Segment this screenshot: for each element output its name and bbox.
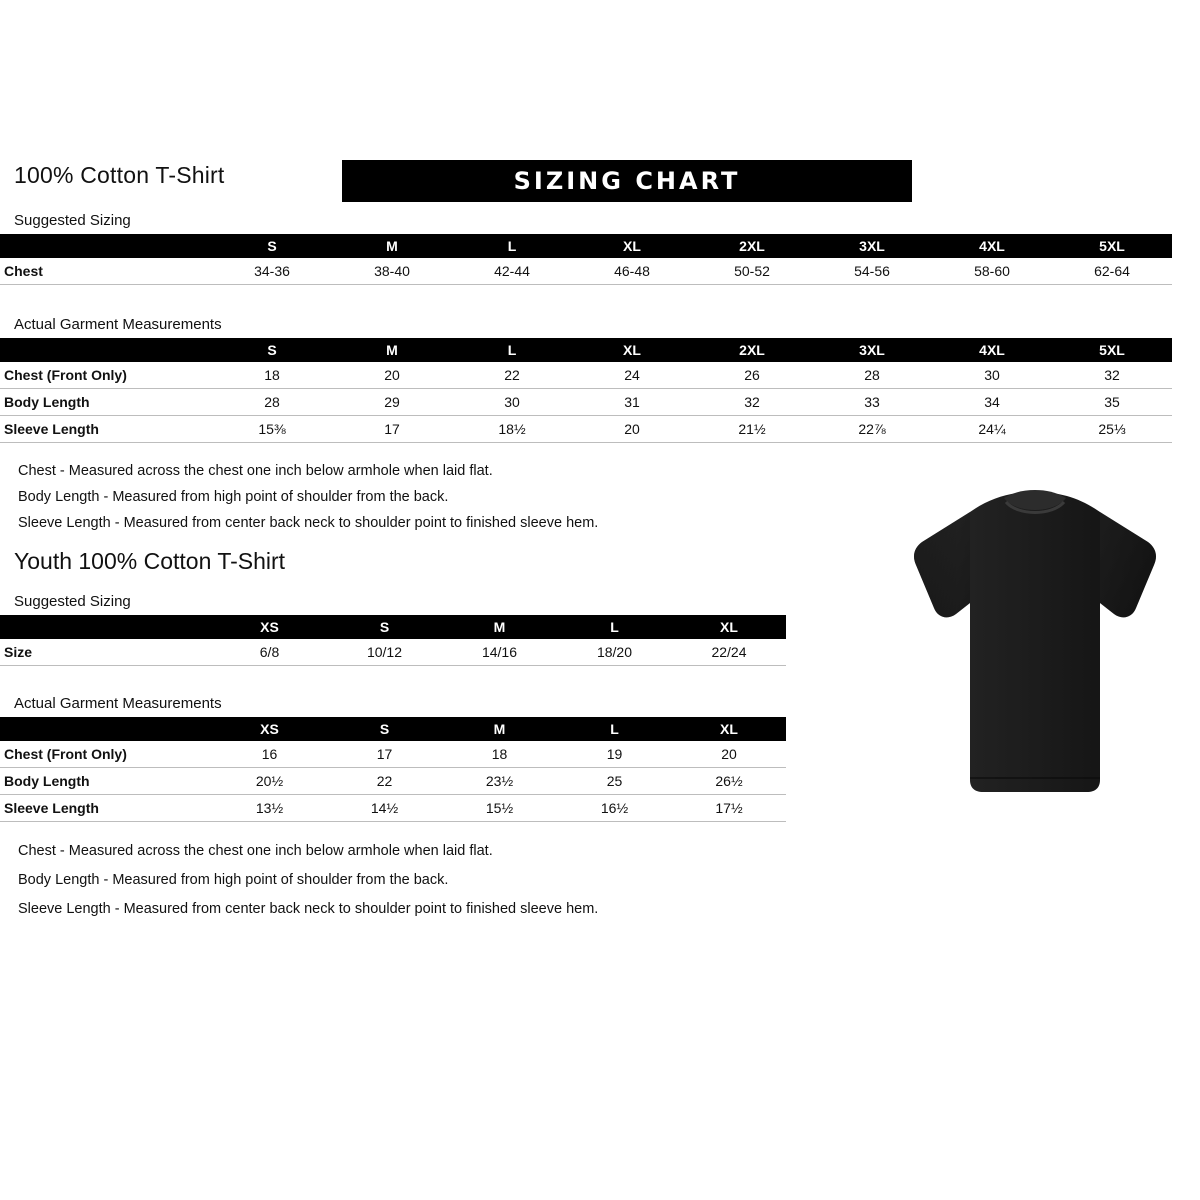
youth-note-body-length: Body Length - Measured from high point of shoulder from the back. bbox=[18, 872, 449, 888]
col-header-rowlabel bbox=[0, 338, 212, 362]
cell-chest-m: 38-40 bbox=[332, 258, 452, 285]
row-label-chest-front-only: Chest (Front Only) bbox=[0, 741, 212, 768]
col-header-2xl: 2XL bbox=[739, 238, 765, 254]
col-header-m: M bbox=[493, 721, 506, 737]
table-row bbox=[0, 258, 1172, 285]
col-header-xl: XL bbox=[720, 721, 738, 737]
table-header-row bbox=[0, 615, 786, 639]
cell-chest-5xl: 62-64 bbox=[1052, 258, 1172, 285]
cell-sleevelength-m: 17 bbox=[332, 416, 452, 443]
cell-bodylength-m: 29 bbox=[332, 389, 452, 416]
cell-bodylength-l: 30 bbox=[452, 389, 572, 416]
sizing-chart-banner bbox=[342, 160, 912, 202]
col-header-l: L bbox=[610, 721, 619, 737]
youth-suggested-sizing-table bbox=[0, 615, 786, 666]
cell-sleevelength-3xl: 22⅞ bbox=[812, 416, 932, 443]
col-header-xs: XS bbox=[260, 619, 279, 635]
table-row bbox=[0, 741, 786, 768]
cell-bodylength-l: 25 bbox=[557, 768, 672, 795]
cell-bodylength-4xl: 34 bbox=[932, 389, 1052, 416]
cell-bodylength-xl: 31 bbox=[572, 389, 692, 416]
col-header-5xl: 5XL bbox=[1099, 238, 1125, 254]
cell-chest-3xl: 54-56 bbox=[812, 258, 932, 285]
cell-bodylength-xl: 26½ bbox=[672, 768, 786, 795]
cell-size-xs: 6/8 bbox=[212, 639, 327, 666]
cell-chestfront-s: 18 bbox=[212, 362, 332, 389]
adult-suggested-sizing-table bbox=[0, 234, 1172, 285]
table-row bbox=[0, 639, 786, 666]
cell-sleevelength-4xl: 24¼ bbox=[932, 416, 1052, 443]
cell-sleevelength-5xl: 25⅓ bbox=[1052, 416, 1172, 443]
table-row bbox=[0, 795, 786, 822]
col-header-4xl: 4XL bbox=[979, 238, 1005, 254]
col-header-xs: XS bbox=[260, 721, 279, 737]
cell-bodylength-m: 23½ bbox=[442, 768, 557, 795]
col-header-xl: XL bbox=[623, 342, 641, 358]
cell-chestfront-m: 18 bbox=[442, 741, 557, 768]
youth-note-sleeve-length: Sleeve Length - Measured from center back neck to shoulder point to finished sleeve hem. bbox=[18, 901, 599, 917]
row-label-body-length: Body Length bbox=[0, 389, 212, 416]
col-header-xl: XL bbox=[720, 619, 738, 635]
col-header-m: M bbox=[493, 619, 506, 635]
cell-sleevelength-l: 18½ bbox=[452, 416, 572, 443]
col-header-l: L bbox=[507, 238, 517, 254]
col-header-3xl: 3XL bbox=[859, 342, 885, 358]
cell-size-l: 18/20 bbox=[557, 639, 672, 666]
youth-actual-measurements-label: Actual Garment Measurements bbox=[14, 695, 222, 712]
col-header-rowlabel bbox=[0, 717, 212, 741]
col-header-m: M bbox=[386, 238, 398, 254]
title-row bbox=[14, 160, 1186, 202]
page-title: 100% Cotton T-Shirt bbox=[14, 162, 225, 188]
table-header-row bbox=[0, 338, 1172, 362]
cell-sleevelength-s: 14½ bbox=[327, 795, 442, 822]
col-header-s: S bbox=[267, 238, 277, 254]
adult-suggested-sizing-label: Suggested Sizing bbox=[14, 212, 131, 229]
adult-note-sleeve-length: Sleeve Length - Measured from center back neck to shoulder point to finished sleeve hem. bbox=[18, 515, 599, 531]
cell-chest-xl: 46-48 bbox=[572, 258, 692, 285]
row-label-chest-front-only: Chest (Front Only) bbox=[0, 362, 212, 389]
col-header-3xl: 3XL bbox=[859, 238, 885, 254]
row-label-sleeve-length: Sleeve Length bbox=[0, 795, 212, 822]
col-header-l: L bbox=[507, 342, 517, 358]
cell-sleevelength-2xl: 21½ bbox=[692, 416, 812, 443]
cell-chest-l: 42-44 bbox=[452, 258, 572, 285]
col-header-rowlabel bbox=[0, 615, 212, 639]
adult-note-chest: Chest - Measured across the chest one inch below armhole when laid flat. bbox=[18, 463, 493, 479]
adult-actual-measurements-table bbox=[0, 338, 1172, 443]
cell-size-s: 10/12 bbox=[327, 639, 442, 666]
cell-chestfront-l: 19 bbox=[557, 741, 672, 768]
cell-chestfront-xl: 24 bbox=[572, 362, 692, 389]
col-header-s: S bbox=[379, 721, 390, 737]
cell-sleevelength-xl: 20 bbox=[572, 416, 692, 443]
cell-chest-2xl: 50-52 bbox=[692, 258, 812, 285]
youth-suggested-sizing-label: Suggested Sizing bbox=[14, 593, 131, 610]
col-header-rowlabel bbox=[0, 234, 212, 258]
cell-chestfront-xs: 16 bbox=[212, 741, 327, 768]
cell-chestfront-s: 17 bbox=[327, 741, 442, 768]
cell-chestfront-3xl: 28 bbox=[812, 362, 932, 389]
col-header-s: S bbox=[379, 619, 390, 635]
cell-chest-s: 34-36 bbox=[212, 258, 332, 285]
cell-chestfront-l: 22 bbox=[452, 362, 572, 389]
row-label-body-length: Body Length bbox=[0, 768, 212, 795]
cell-bodylength-2xl: 32 bbox=[692, 389, 812, 416]
col-header-2xl: 2XL bbox=[739, 342, 765, 358]
table-row bbox=[0, 389, 1172, 416]
cell-size-m: 14/16 bbox=[442, 639, 557, 666]
adult-note-body-length: Body Length - Measured from high point of shoulder from the back. bbox=[18, 489, 449, 505]
cell-bodylength-xs: 20½ bbox=[212, 768, 327, 795]
cell-size-xl: 22/24 bbox=[672, 639, 786, 666]
col-header-l: L bbox=[610, 619, 619, 635]
cell-bodylength-3xl: 33 bbox=[812, 389, 932, 416]
cell-chestfront-2xl: 26 bbox=[692, 362, 812, 389]
youth-section-title: Youth 100% Cotton T-Shirt bbox=[14, 548, 286, 574]
cell-chestfront-xl: 20 bbox=[672, 741, 786, 768]
adult-actual-measurements-label: Actual Garment Measurements bbox=[14, 316, 222, 333]
table-row bbox=[0, 362, 1172, 389]
row-label-chest: Chest bbox=[0, 258, 212, 285]
cell-sleevelength-s: 15⅜ bbox=[212, 416, 332, 443]
col-header-5xl: 5XL bbox=[1099, 342, 1125, 358]
cell-chestfront-4xl: 30 bbox=[932, 362, 1052, 389]
row-label-size: Size bbox=[0, 639, 212, 666]
cell-bodylength-s: 22 bbox=[327, 768, 442, 795]
youth-note-chest: Chest - Measured across the chest one inch below armhole when laid flat. bbox=[18, 843, 493, 859]
cell-sleevelength-xl: 17½ bbox=[672, 795, 786, 822]
col-header-s: S bbox=[267, 342, 277, 358]
t-shirt-illustration bbox=[900, 480, 1170, 810]
table-header-row bbox=[0, 234, 1172, 258]
cell-bodylength-5xl: 35 bbox=[1052, 389, 1172, 416]
cell-chestfront-5xl: 32 bbox=[1052, 362, 1172, 389]
cell-chestfront-m: 20 bbox=[332, 362, 452, 389]
col-header-4xl: 4XL bbox=[979, 342, 1005, 358]
table-header-row bbox=[0, 717, 786, 741]
cell-chest-4xl: 58-60 bbox=[932, 258, 1052, 285]
row-label-sleeve-length: Sleeve Length bbox=[0, 416, 212, 443]
cell-sleevelength-m: 15½ bbox=[442, 795, 557, 822]
youth-actual-measurements-table bbox=[0, 717, 786, 822]
col-header-xl: XL bbox=[623, 238, 641, 254]
table-row bbox=[0, 768, 786, 795]
sizing-chart-banner-label: SIZING CHART bbox=[513, 167, 741, 195]
table-row bbox=[0, 416, 1172, 443]
col-header-m: M bbox=[386, 342, 398, 358]
cell-sleevelength-l: 16½ bbox=[557, 795, 672, 822]
cell-sleevelength-xs: 13½ bbox=[212, 795, 327, 822]
cell-bodylength-s: 28 bbox=[212, 389, 332, 416]
